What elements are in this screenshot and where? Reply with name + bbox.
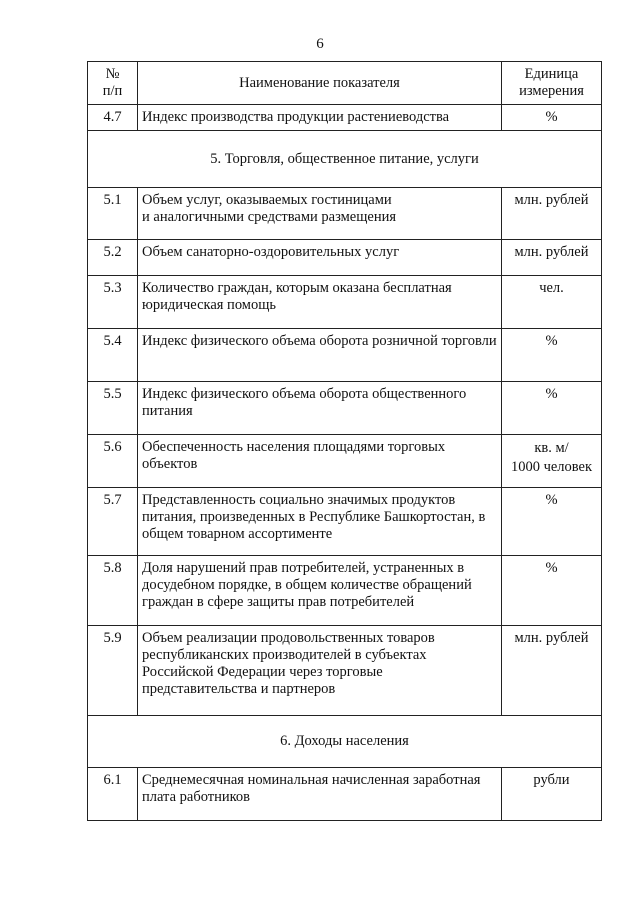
table-row	[88, 488, 602, 556]
section-row	[88, 131, 602, 188]
row-number: 5.8	[88, 556, 138, 626]
section-row	[88, 716, 602, 768]
row-indicator-name: Обеспеченность населения площадями торговых объектов	[138, 435, 502, 488]
table-body	[88, 105, 602, 821]
row-indicator-name: Объем услуг, оказываемых гостиницами и аналогичными средствами размещения	[138, 188, 502, 240]
row-number: 5.5	[88, 382, 138, 435]
row-unit: %	[502, 488, 602, 556]
table-row	[88, 276, 602, 329]
row-indicator-name: Индекс физического объема оборота общественного питания	[138, 382, 502, 435]
row-indicator-name: Количество граждан, которым оказана бесплатная юридическая помощь	[138, 276, 502, 329]
row-indicator-name: Индекс производства продукции растениеводства	[138, 105, 502, 131]
table-row	[88, 188, 602, 240]
row-indicator-name: Среднемесячная номинальная начисленная заработная плата работников	[138, 768, 502, 821]
table-row	[88, 435, 602, 488]
row-unit: млн. рублей	[502, 188, 602, 240]
row-indicator-name: Представленность социально значимых продуктов питания, произведенных в Республике Башкортостан, в общем товарном ассортименте	[138, 488, 502, 556]
header-indicator-name: Наименование показателя	[138, 62, 502, 105]
table-row	[88, 105, 602, 131]
row-unit: кв. м/ 1000 человек	[502, 435, 602, 488]
row-unit: рубли	[502, 768, 602, 821]
row-number: 5.9	[88, 626, 138, 716]
table-header-row	[88, 62, 602, 105]
row-number: 5.4	[88, 329, 138, 382]
header-unit: Единица измерения	[502, 62, 602, 105]
row-number: 6.1	[88, 768, 138, 821]
row-unit: %	[502, 556, 602, 626]
indicators-table	[87, 61, 602, 821]
section-title: 5. Торговля, общественное питание, услуги	[88, 131, 602, 188]
row-number: 5.7	[88, 488, 138, 556]
table-row	[88, 382, 602, 435]
row-indicator-name: Объем санаторно-оздоровительных услуг	[138, 240, 502, 276]
table-row	[88, 556, 602, 626]
row-number: 5.1	[88, 188, 138, 240]
row-indicator-name: Доля нарушений прав потребителей, устраненных в досудебном порядке, в общем количестве обращений граждан в сфере защиты прав потребителей	[138, 556, 502, 626]
row-unit: чел.	[502, 276, 602, 329]
row-number: 5.3	[88, 276, 138, 329]
page-number: 6	[316, 36, 324, 52]
row-number: 5.2	[88, 240, 138, 276]
row-unit: %	[502, 329, 602, 382]
row-unit: %	[502, 105, 602, 131]
table-row	[88, 768, 602, 821]
row-indicator-name: Индекс физического объема оборота розничной торговли	[138, 329, 502, 382]
table-row	[88, 329, 602, 382]
row-indicator-name: Объем реализации продовольственных товаров республиканских производителей в субъектах Российской Федерации через торговые представительства и партнеров	[138, 626, 502, 716]
table-row	[88, 626, 602, 716]
row-number: 4.7	[88, 105, 138, 131]
table-row	[88, 240, 602, 276]
header-number: № п/п	[88, 62, 138, 105]
row-number: 5.6	[88, 435, 138, 488]
row-unit: %	[502, 382, 602, 435]
row-unit: млн. рублей	[502, 626, 602, 716]
section-title: 6. Доходы населения	[88, 716, 602, 768]
row-unit: млн. рублей	[502, 240, 602, 276]
